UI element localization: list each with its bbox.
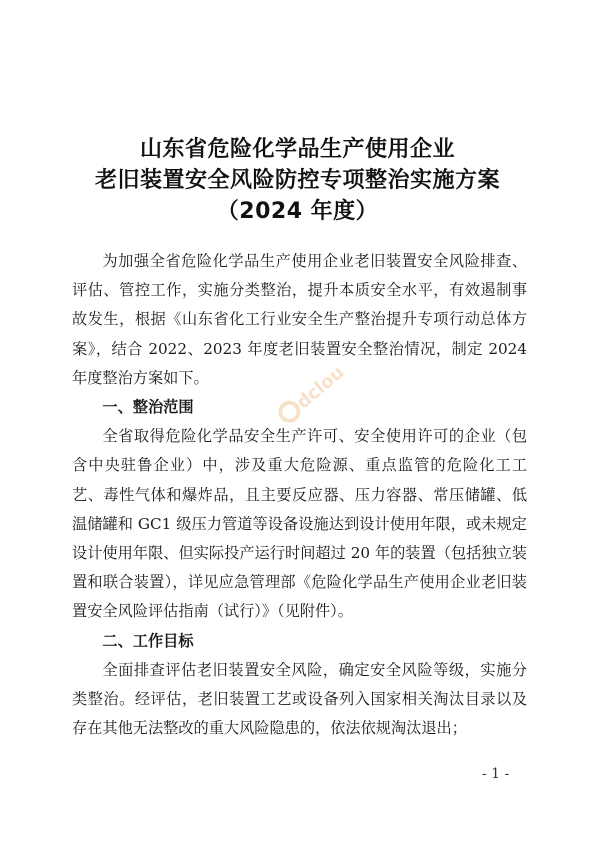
- document-title-line-2: 老旧装置安全风险防控专项整治实施方案: [94, 168, 500, 193]
- intro-paragraph: 为加强全省危险化学品生产使用企业老旧装置安全风险排查、评估、管控工作，实施分类整治，提升本质安全水平，有效遏制事故发生，根据《山东省化工行业安全生产整治提升专项行动总体方案》，结合 2022、2023 年度老旧装置安全整治情况，制定 2024 年度整治方案如下。: [72, 252, 527, 387]
- document-title-line-1: 山东省危险化学品生产使用企业: [139, 137, 455, 162]
- watermark-text: dcloud: [292, 353, 359, 414]
- document-title-line-3: （2024 年度）: [216, 199, 379, 224]
- page-number: - 1 -: [482, 766, 510, 782]
- section-1-heading: 一、整治范围: [102, 398, 194, 417]
- section-1-paragraph: 全省取得危险化学品安全生产许可、安全使用许可的企业（包含中央驻鲁企业）中，涉及重大危险源、重点监管的危险化工工艺、毒性气体和爆炸品，且主要反应器、压力容器、常压储罐、低温储罐和 GC1 级压力管道等设备设施达到设计使用年限，或未规定设计使用年限、但实际投产运行时间超过 20 年的装置（包括独立装置和联合装置），详见应急管理部《危险化学品生产使用企业老旧装置安全风险评估指南（试行）》（见附件）。: [72, 427, 527, 621]
- section-2-heading: 二、工作目标: [102, 631, 194, 650]
- document-body: [72, 247, 527, 743]
- section-2-paragraph: 全面排查评估老旧装置安全风险，确定安全风险等级，实施分类整治。经评估，老旧装置工艺或设备列入国家相关淘汰目录以及存在其他无法整改的重大风险隐患的，依法依规淘汰退出；: [72, 660, 527, 738]
